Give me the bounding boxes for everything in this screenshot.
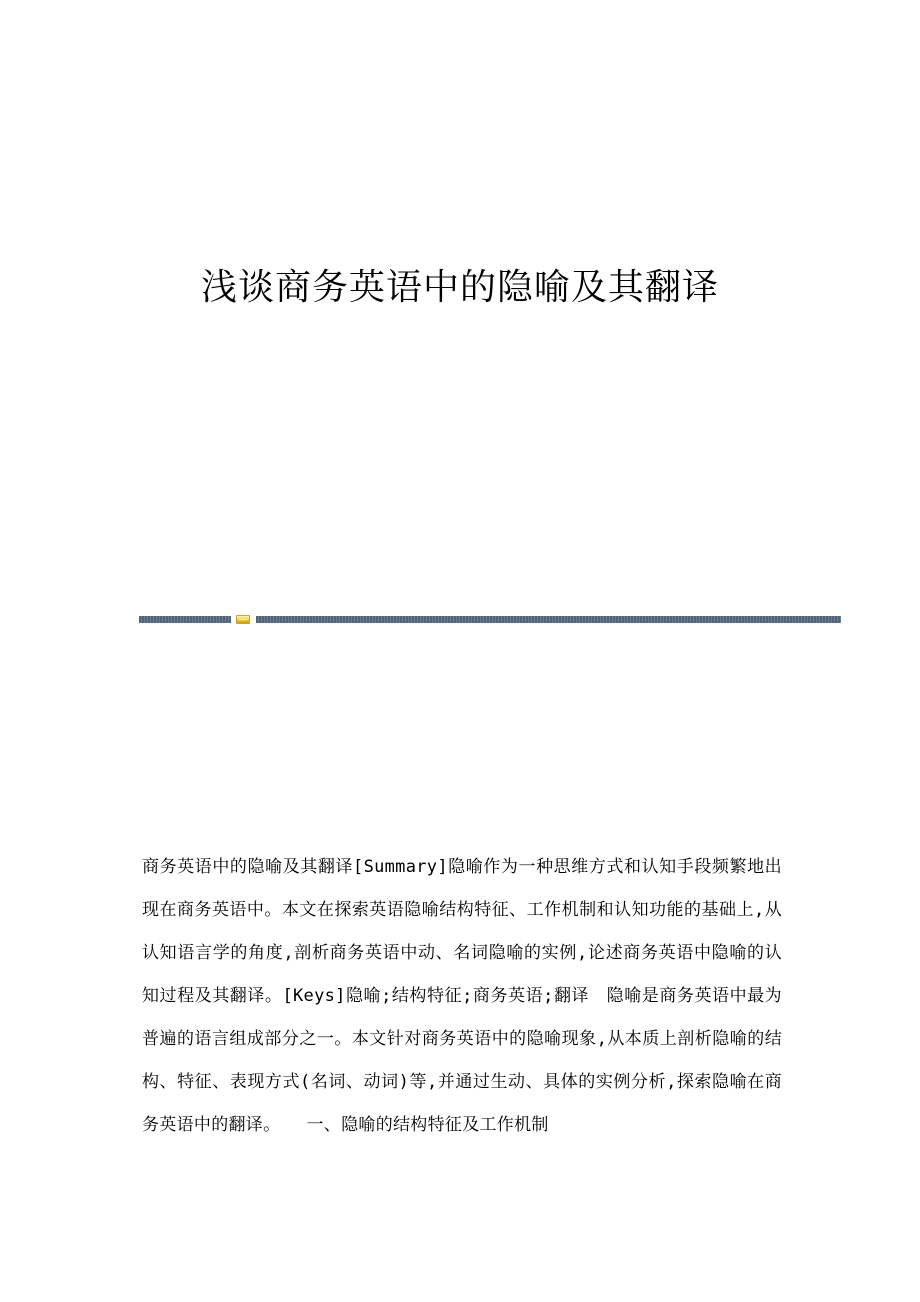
divider-ornament-icon (236, 615, 250, 624)
section-divider (139, 615, 841, 624)
document-body-paragraph: 商务英语中的隐喻及其翻译[Summary]隐喻作为一种思维方式和认知手段频繁地出现在商务英语中。本文在探索英语隐喻结构特征、工作机制和认知功能的基础上,从认知语言学的角度,剖析商务英语中动、名词隐喻的实例,论述商务英语中隐喻的认知过程及其翻译。[Keys]隐喻;结构特征;商务英语;翻译 隐喻是商务英语中最为普遍的语言组成部分之一。本文针对商务英语中的隐喻现象,从本质上剖析隐喻的结构、特征、表现方式(名词、动词)等,并通过生动、具体的实例分析,探索隐喻在商务英语中的翻译。 一、隐喻的结构特征及工作机制 (142, 857, 782, 1135)
divider-bar-right (256, 616, 841, 623)
divider-bar-left (139, 616, 231, 623)
document-title: 浅谈商务英语中的隐喻及其翻译 (200, 267, 719, 308)
